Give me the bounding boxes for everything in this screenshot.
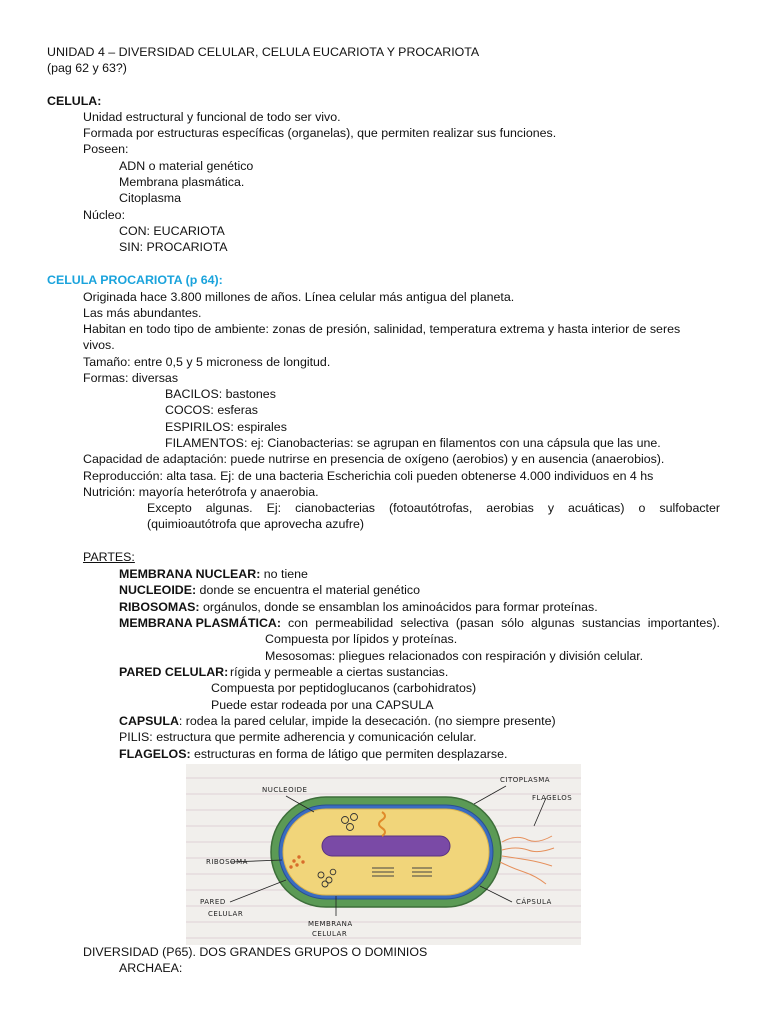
unit-title: UNIDAD 4 – DIVERSIDAD CELULAR, CELULA EUCARIOTA Y PROCARIOTA <box>47 45 480 59</box>
procariota-line: Reproducción: alta tasa. Ej: de una bacteria Escherichia coli pueden obtenerse 4.000 individuos en 4 hs <box>83 469 654 483</box>
parte-text: no tiene <box>260 567 308 581</box>
parte-subline: Compuesta por lípidos y proteínas. <box>265 632 458 646</box>
procariota-line: vivos. <box>83 338 115 352</box>
parte-pilis: PILIS: estructura que permite adherencia y comunicación celular. <box>119 730 477 744</box>
procariota-line: Originada hace 3.800 millones de años. Línea celular más antigua del planeta. <box>83 290 515 304</box>
label-pared-celular: CELULAR <box>208 910 244 918</box>
parte-capsula <box>119 713 556 729</box>
prokaryote-cell-drawing <box>186 764 581 945</box>
celula-line: Poseen: <box>83 142 129 156</box>
parte-text: donde se encuentra el material genético <box>196 583 420 597</box>
procariota-line: Las más abundantes. <box>83 306 202 320</box>
forma-item: COCOS: esferas <box>165 403 258 417</box>
label-nucleoide: NUCLEOIDE <box>262 786 308 794</box>
label-flagelos: FLAGELOS <box>532 794 573 802</box>
celula-line: Núcleo: <box>83 208 126 222</box>
label-capsula: CÁPSULA <box>516 898 552 906</box>
label-citoplasma: CITOPLASMA <box>500 776 551 784</box>
parte-label-pared-celular: PARED CELULAR: <box>119 665 229 679</box>
nutricion-detail: (quimioautótrofa que aprovecha azufre) <box>147 517 364 531</box>
diversidad-heading: DIVERSIDAD (P65). DOS GRANDES GRUPOS O DOMINIOS <box>83 945 428 959</box>
parte-label: CAPSULA <box>119 714 179 728</box>
procariota-line: Capacidad de adaptación: puede nutrirse en presencia de oxígeno (aerobios) y en ausencia (anaerobios). <box>83 452 665 466</box>
parte-flagelos <box>119 746 507 762</box>
celula-line: CON: EUCARIOTA <box>119 224 225 238</box>
parte-label-membrana-plasmatica: MEMBRANA PLASMÁTICA: <box>119 616 281 630</box>
parte-label: NUCLEOIDE: <box>119 583 197 597</box>
celula-line: ADN o material genético <box>119 159 254 173</box>
parte-label: FLAGELOS: <box>119 747 191 761</box>
parte-subline: Compuesta por peptidoglucanos (carbohidratos) <box>211 681 477 695</box>
parte-text-pared-celular: rígida y permeable a ciertas sustancias. <box>230 665 449 679</box>
procariota-line: Formas: diversas <box>83 371 179 385</box>
procariota-line: Tamaño: entre 0,5 y 5 microness de longitud. <box>83 355 331 369</box>
nutricion-detail: Excepto algunas. Ej: cianobacterias (fotoautótrofas, aerobias y acuáticas) o sulfobacter <box>147 501 720 515</box>
celula-line: Membrana plasmática. <box>119 175 245 189</box>
procariota-line: Habitan en todo tipo de ambiente: zonas de presión, salinidad, temperatura extrema y hasta interior de seres <box>83 322 681 336</box>
celula-line: Unidad estructural y funcional de todo ser vivo. <box>83 110 341 124</box>
partes-heading: PARTES: <box>83 550 135 564</box>
label-pared: PARED <box>200 898 226 906</box>
celula-heading: CELULA: <box>47 94 102 108</box>
forma-item: ESPIRILOS: espirales <box>165 420 287 434</box>
parte-label: RIBOSOMAS: <box>119 600 200 614</box>
forma-item: FILAMENTOS: ej: Cianobacterias: se agrupan en filamentos con una cápsula que las une. <box>165 436 661 450</box>
parte-subline: Mesosomas: pliegues relacionados con respiración y división celular. <box>265 649 644 663</box>
parte-ribosomas <box>119 599 598 615</box>
celula-line: SIN: PROCARIOTA <box>119 240 228 254</box>
label-ribosoma: RIBOSOMA <box>206 858 248 866</box>
parte-text: estructuras en forma de látigo que permiten desplazarse. <box>190 747 508 761</box>
celula-line: Citoplasma <box>119 191 181 205</box>
parte-membrana-nuclear <box>119 566 308 582</box>
archaea-heading: ARCHAEA: <box>119 961 183 975</box>
parte-text-membrana-plasmatica: con permeabilidad selectiva (pasan sólo algunas sustancias importantes). <box>288 616 720 630</box>
parte-label: MEMBRANA NUCLEAR: <box>119 567 261 581</box>
page-reference: (pag 62 y 63?) <box>47 61 127 75</box>
procariota-line: Nutrición: mayoría heterótrofa y anaerobia. <box>83 485 319 499</box>
nucleoid <box>322 836 450 856</box>
parte-text: orgánulos, donde se ensamblan los aminoácidos para formar proteínas. <box>199 600 598 614</box>
celula-line: Formada por estructuras específicas (organelas), que permiten realizar sus funciones. <box>83 126 557 140</box>
parte-nucleoide <box>119 582 420 598</box>
parte-subline: Puede estar rodeada por una CAPSULA <box>211 698 434 712</box>
parte-text: : rodea la pared celular, impide la desecación. (no siempre presente) <box>178 714 556 728</box>
label-membrana-celular: CELULAR <box>312 930 348 938</box>
forma-item: BACILOS: bastones <box>165 387 276 401</box>
procariota-heading: CELULA PROCARIOTA (p 64): <box>47 273 223 287</box>
label-membrana: MEMBRANA <box>308 920 353 928</box>
